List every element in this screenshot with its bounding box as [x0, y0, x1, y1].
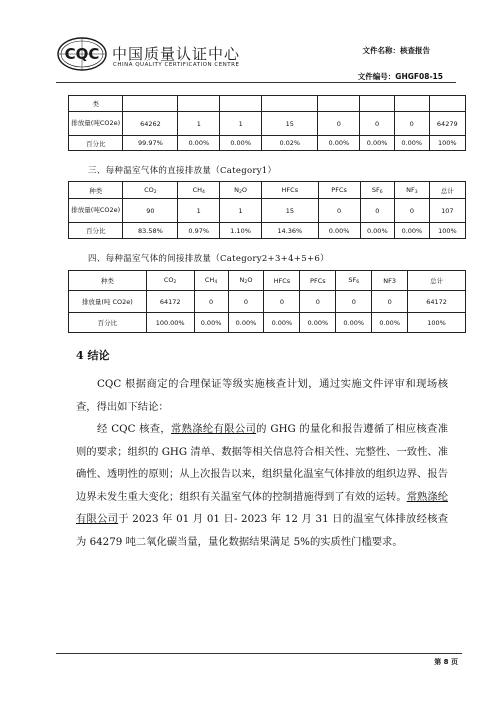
table-cell: 0.00%	[220, 136, 262, 151]
col-header: $SF_6$	[336, 271, 372, 291]
col-header: PFCs	[300, 271, 336, 291]
table-cell: 0.97%	[178, 223, 220, 239]
col-header: $NF_3$	[395, 182, 430, 199]
table-cell: 0.00%	[178, 136, 220, 151]
col-header: $CO_2$	[146, 271, 194, 291]
direct-emissions-table	[68, 181, 466, 239]
table-caption: 三、每种温室气体的直接排放量（Category1）	[88, 166, 277, 176]
table-cell: 100%	[429, 223, 465, 239]
table-row	[69, 223, 466, 239]
col-header: $N_2O$	[220, 182, 262, 199]
table-cell: 0.00%	[395, 223, 430, 239]
table-row	[69, 291, 466, 313]
col-header: $CO_2$	[123, 182, 178, 199]
table-cell: 1.10%	[220, 223, 262, 239]
row-label: 排放量(吨CO2e)	[69, 199, 123, 223]
table-cell: 0.00%	[228, 313, 264, 333]
col-header: 种类	[69, 271, 147, 291]
table-cell: 0	[360, 112, 395, 136]
table-cell: 90	[123, 199, 178, 223]
page-header	[0, 0, 499, 92]
file-name: 文件名称：核查报告	[362, 46, 430, 55]
table-cell: 类	[69, 96, 123, 112]
header-rule	[56, 82, 456, 83]
table-cell: 1	[178, 112, 220, 136]
table-cell: 0	[336, 291, 372, 313]
table-cell: 0	[300, 291, 336, 313]
table-cell: 0	[194, 291, 228, 313]
paragraph: CQC 根据商定的合理保证等级实施核查计划，通过实施文件评审和现场核查，得出如下结论：	[76, 378, 448, 413]
table-cell: 15	[262, 112, 318, 136]
col-header: $CH_4$	[178, 182, 220, 199]
indirect-emissions-table	[68, 270, 466, 333]
table-row	[69, 136, 466, 151]
table-cell: 0	[395, 199, 430, 223]
table-cell: 0	[372, 291, 408, 313]
table-row	[69, 112, 466, 136]
row-label: 百分比	[69, 136, 123, 151]
col-header: $N_2O$	[228, 271, 264, 291]
table-cell: 64172	[146, 291, 194, 313]
paragraph	[76, 418, 448, 553]
table-cell: 107	[429, 199, 465, 223]
row-label: 排放量(吨CO2e)	[69, 112, 123, 136]
text-run: 的 GHG 的量化和报告遵循了相应核查准则的要求；组织的 GHG 清单、数据等相关信息符合相关性、完整性、一致性、准确性、透明性的原则；从上次报告以来，组织量化温室气体排放的组织边界、报告边界未发生重大变化；组织有关温室气体的控制措施得到了有效的运转。	[76, 423, 448, 503]
company-name: 常熟涤纶有限公司	[170, 423, 257, 435]
text-run: 经 CQC 核查，	[97, 423, 171, 435]
footer-rule	[56, 653, 462, 654]
col-header: $SF_6$	[360, 182, 395, 199]
col-header: 种类	[69, 182, 123, 199]
table-cell: 64172	[408, 291, 466, 313]
section-title: 4 结论	[76, 349, 110, 362]
table-cell: 1	[220, 199, 262, 223]
table-cell: 0.00%	[264, 313, 300, 333]
company-name: 常熟涤纶有限公司	[76, 490, 449, 525]
logo-text: CQC	[64, 45, 100, 63]
col-header: $CH_4$	[194, 271, 228, 291]
table-cell: 100.00%	[146, 313, 194, 333]
table-cell: 0	[318, 199, 360, 223]
table-cell: 64279	[429, 112, 465, 136]
col-header: NF3	[372, 271, 408, 291]
table-cell: 0.00%	[300, 313, 336, 333]
table-cell: 0	[318, 112, 360, 136]
table-row	[69, 313, 466, 333]
table-cell: 0	[394, 112, 429, 136]
table-cell: 99.97%	[123, 136, 178, 151]
col-header: HFCs	[264, 271, 300, 291]
row-label: 百分比	[69, 223, 123, 239]
table-cell: 0.00%	[318, 223, 360, 239]
table-cell: 0.02%	[262, 136, 318, 151]
table-caption: 四、每种温室气体的间接排放量（Category2+3+4+5+6）	[88, 254, 329, 264]
org-name-cn: 中国质量认证中心	[112, 45, 241, 63]
col-header: PFCs	[318, 182, 360, 199]
table-cell: 100%	[408, 313, 466, 333]
table-cell: 100%	[429, 136, 465, 151]
table-header-row	[69, 182, 466, 199]
table-cell: 0.00%	[336, 313, 372, 333]
table-cell: 83.58%	[123, 223, 178, 239]
table-cell: 0	[360, 199, 395, 223]
table-header-row	[69, 271, 466, 291]
table-cell: 0.00%	[372, 313, 408, 333]
table-cell: 1	[178, 199, 220, 223]
summary-table	[68, 95, 466, 151]
org-name-en: CHINA QUALITY CERTIFICATION CENTRE	[113, 62, 240, 68]
table-cell: 14.36%	[261, 223, 318, 239]
row-label: 百分比	[69, 313, 147, 333]
table-cell: 0.00%	[394, 136, 429, 151]
table-cell: 0	[264, 291, 300, 313]
table-cell: 0.00%	[360, 223, 395, 239]
table-cell: 15	[261, 199, 318, 223]
table-row	[69, 96, 466, 112]
table-cell: 1	[220, 112, 262, 136]
row-label: 排放量(吨 CO2e)	[69, 291, 147, 313]
table-cell: 0	[228, 291, 264, 313]
page-number: 第 8 页	[434, 658, 458, 666]
conclusion-body	[76, 373, 448, 553]
file-number: 文件编号：GHGF08-15	[357, 72, 443, 81]
text-run: 于 2023 年 01 月 01 日- 2023 年 12 月 31 日的温室气体排放经核查为 64279 吨二氧化碳当量，量化数据结果满足 5%的实质性门槛要求。	[76, 513, 449, 548]
col-header: 总计	[408, 271, 466, 291]
col-header: HFCs	[261, 182, 318, 199]
cqc-logo	[56, 36, 108, 76]
table-cell: 0.00%	[318, 136, 360, 151]
table-row	[69, 199, 466, 223]
table-cell: 64262	[123, 112, 178, 136]
table-cell: 0.00%	[360, 136, 395, 151]
col-header: 总计	[429, 182, 465, 199]
table-cell: 0.00%	[194, 313, 228, 333]
